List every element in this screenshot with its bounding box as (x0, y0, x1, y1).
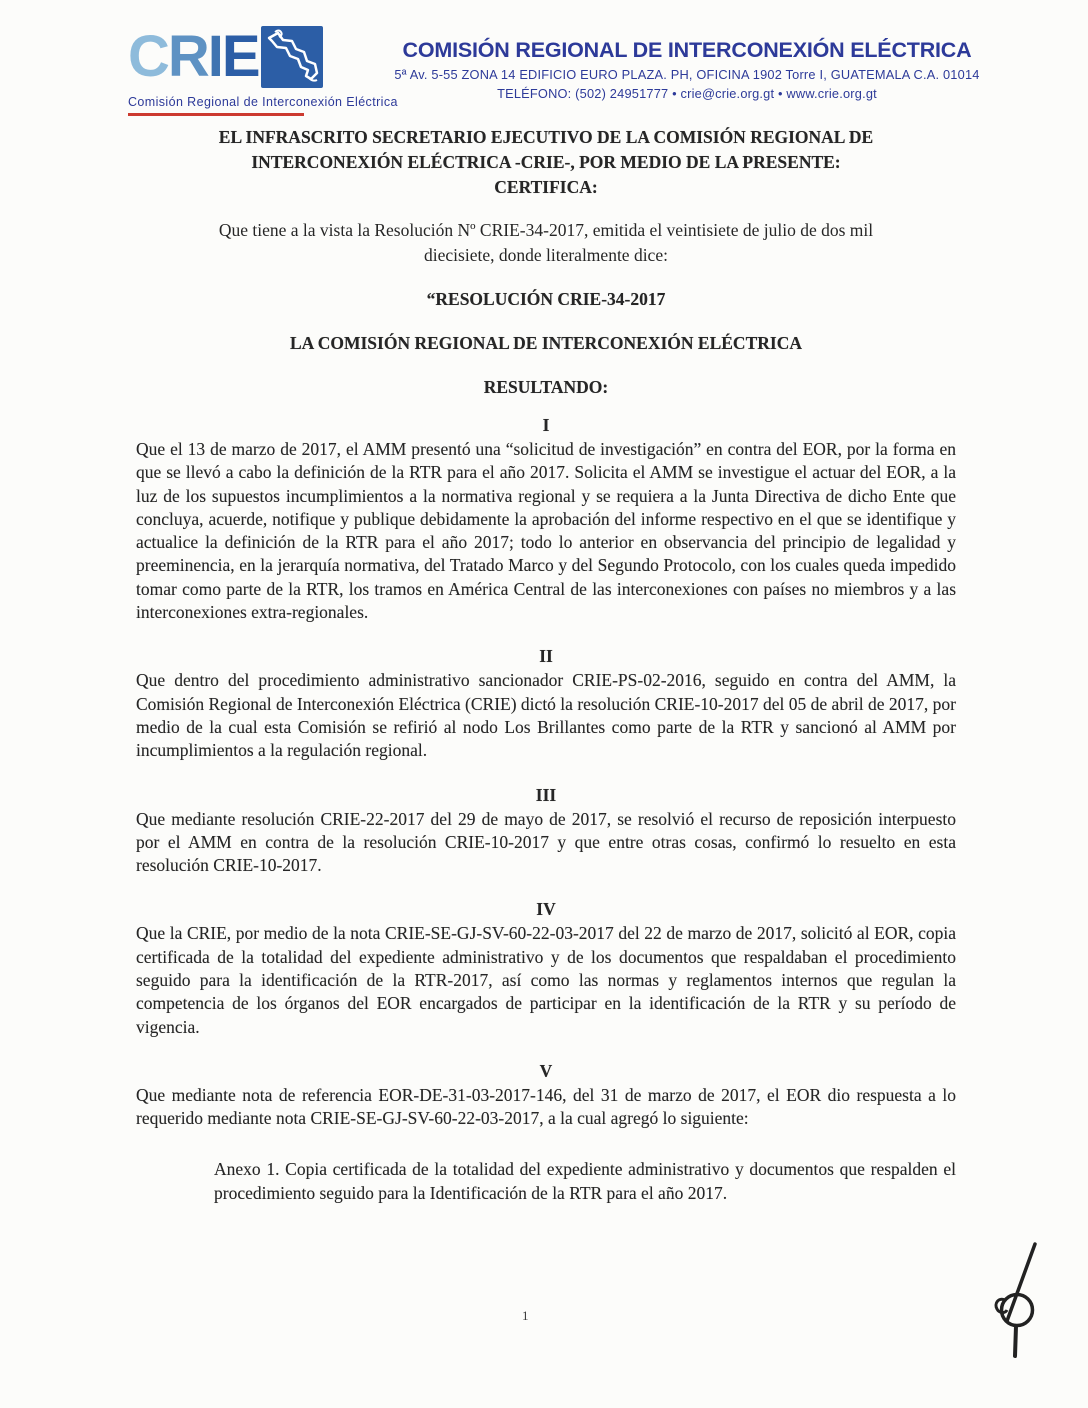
annex-paragraph: Anexo 1. Copia certificada de la totalidad del expediente administrativo y documentos que respalden el procedimiento seguido para la Identificación de la RTR para el año 2017. (214, 1158, 956, 1203)
item-numeral: II (539, 646, 553, 667)
item-paragraph: Que la CRIE, por medio de la nota CRIE-SE-GJ-SV-60-22-03-2017 del 22 de marzo de 2017, solicitó al EOR, copia certificada de la totalidad del expediente administrativo y de los documentos que respaldaban el procedimiento seguido para la identificación de la RTR-2017, así como las normas y reglamentos internos que regulan la competencia de los órganos del EOR encargados de participar en la identificación de la RTR y su período de vigencia. (136, 923, 956, 1037)
page-number: 1 (522, 1308, 529, 1323)
logo-letter-r: R (167, 24, 208, 89)
certify-title-line-2: INTERCONEXIÓN ELÉCTRICA -CRIE-, POR MEDIO DE LA PRESENTE: (251, 152, 841, 172)
item-numeral: III (535, 784, 557, 805)
document-body (0, 125, 1088, 1205)
certify-title-line-1: EL INFRASCRITO SECRETARIO EJECUTIVO DE LA COMISIÓN REGIONAL DE (218, 127, 874, 147)
logo-letter-c: C (128, 24, 168, 89)
crie-logo-letters (128, 26, 378, 88)
commission-title: LA COMISIÓN REGIONAL DE INTERCONEXIÓN ELÉCTRICA (290, 333, 802, 353)
resultando-item-1 (136, 414, 956, 624)
item-numeral: V (539, 1060, 553, 1081)
resolution-title: “RESOLUCIÓN CRIE-34-2017 (426, 289, 666, 309)
item-paragraph: Que el 13 de marzo de 2017, el AMM presentó una “solicitud de investigación” en contra del EOR, por la forma en que se llevó a cabo la definición de la RTR para el año 2017. Solicita el AMM se investigue el actuar del EOR, a la luz de los supuestos incumplimientos a la normativa regional y se requiera a la Junta Directiva de dicho Ente que concluya, acuerde, notifique y publique debidamente la aprobación del informe respectivo en el que se identifique y actualice la definición de la RTR para el año 2017; todo lo anterior en observancia del principio de legalidad y preeminencia, en la jerarquía normativa, del Tratado Marco y del Segundo Protocolo, con los cuales queda impedido tomar como parte de la RTR, los tramos en América Central de las interconexiones con países no miembros y a las interconexiones extra-regionales. (136, 439, 956, 623)
org-address: 5ª Av. 5-55 ZONA 14 EDIFICIO EURO PLAZA. PH, OFICINA 1902 Torre I, GUATEMALA C.A. 01014 (394, 67, 980, 82)
signature-rubric-icon (982, 1238, 1052, 1363)
logo-letter-i: I (207, 24, 222, 89)
logo-tagline: Comisión Regional de Interconexión Eléctrica (128, 95, 398, 109)
logo-red-underline (128, 113, 304, 116)
resultando-item-2 (136, 645, 956, 762)
item-paragraph: Que mediante resolución CRIE-22-2017 del 29 de mayo de 2017, se resolvió el recurso de reposición interpuesto por el AMM en contra de la resolución CRIE-10-2017 y que entre otras cosas, confirmó lo resuelto en esta resolución CRIE-10-2017. (136, 808, 956, 876)
resultando-item-4 (136, 898, 956, 1038)
item-numeral: IV (536, 899, 556, 920)
letterhead (0, 0, 1088, 116)
logo-letter-e: E (221, 24, 259, 89)
item-numeral: I (542, 415, 550, 435)
item-paragraph: Que mediante nota de referencia EOR-DE-31-03-2017-146, del 31 de marzo de 2017, el EOR dio respuesta a lo requerido mediante nota CRIE-SE-GJ-SV-60-22-03-2017, a la cual agregó lo siguiente: (136, 1084, 956, 1129)
letterhead-text (378, 26, 996, 101)
intro-paragraph (136, 218, 956, 267)
resultando-item-3 (136, 784, 956, 878)
central-america-map-icon (261, 26, 323, 88)
section-heading-resultando: RESULTANDO: (483, 377, 609, 397)
certify-title (136, 125, 956, 200)
intro-line-1: Que tiene a la vista la Resolución Nº CRIE-34-2017, emitida el veintisiete de julio de dos mil (218, 220, 874, 240)
intro-line-2: diecisiete, donde literalmente dice: (424, 244, 668, 265)
item-paragraph: Que dentro del procedimiento administrativo sancionador CRIE-PS-02-2016, seguido en contra del AMM, la Comisión Regional de Interconexión Eléctrica (CRIE) dictó la resolución CRIE-10-2017 del 05 de abril de 2017, por medio de la cual esta Comisión se refirió al nodo Los Brillantes como parte de la RTR y sancionó al AMM por incumplimientos a la regulación regional. (136, 670, 956, 761)
org-contact: TELÉFONO: (502) 24951777 • crie@crie.org.gt • www.crie.org.gt (497, 86, 877, 101)
certify-title-line-3: CERTIFICA: (494, 177, 598, 197)
crie-logo (128, 24, 398, 116)
resultando-item-5 (136, 1060, 956, 1131)
org-name: COMISIÓN REGIONAL DE INTERCONEXIÓN ELÉCTRICA (402, 38, 972, 62)
